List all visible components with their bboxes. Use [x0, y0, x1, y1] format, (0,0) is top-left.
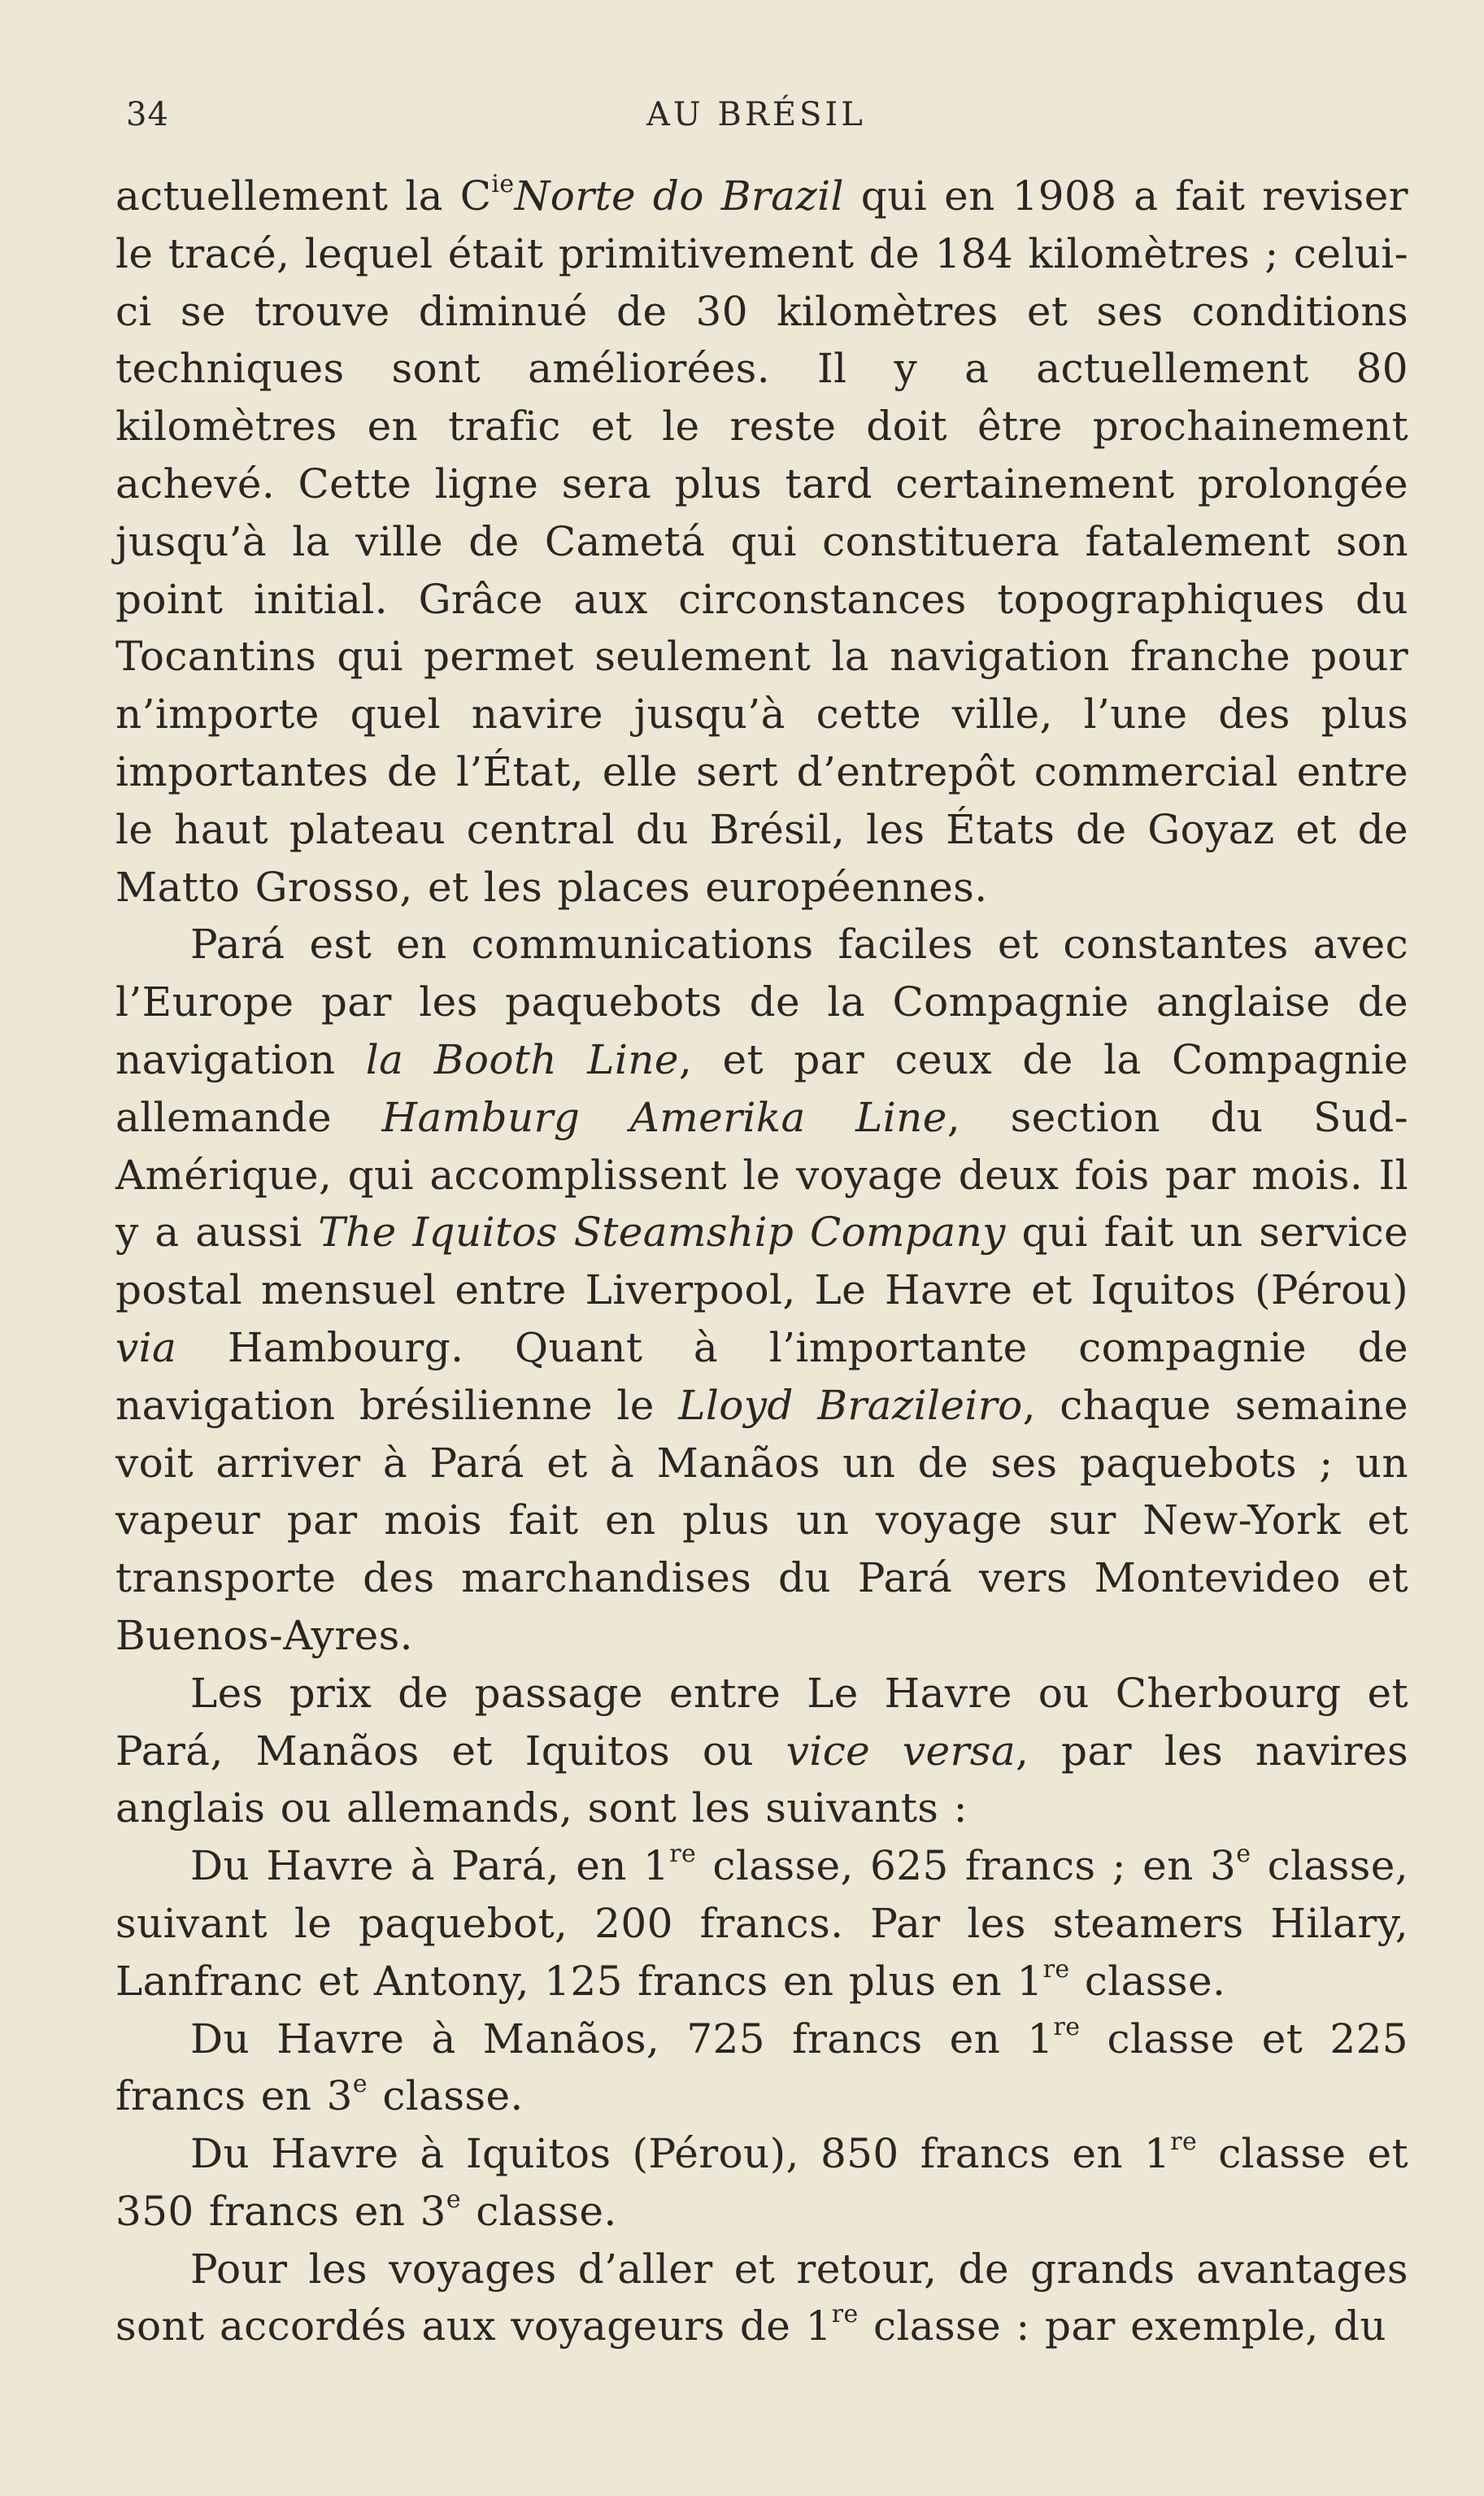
italic-text: vice versa [786, 1727, 1016, 1775]
text-run: , et par ceux de la Compagnie allemande [115, 1035, 1408, 1141]
text-run: Du Havre à Manãos, 725 francs en 1 [190, 2015, 1054, 2063]
text-run: qui en 1908 a fait reviser le tracé, lequel était primitivement de 184 kilomètres ; celui-ci se trouve diminué de 30 kilomètres et ses conditions techniques sont améliorées. Il y a actuellement 80 kilomètres en trafic et le reste doit être prochainement achevé. Cette ligne sera plus tard certainement prolongée jusqu’à la ville de Cametá qui constituera fatalement son point initial. Grâce aux circonstances topographiques du Tocantins qui permet seulement la navigation franche pour n’importe quel navire jusqu’à cette ville, l’une des plus importantes de l’État, elle sert d’entrepôt commercial entre le haut plateau central du Brésil, les États de Goyaz et de Matto Grosso, et les places européennes. [115, 172, 1408, 911]
paragraph-havre-manaos [115, 2010, 1408, 2126]
text-run: actuellement la C [115, 172, 492, 220]
superscript: re [831, 2300, 859, 2329]
text-run: Les prix de passage entre Le Havre ou Cherbourg et Pará, Manãos et Iquitos ou [115, 1669, 1408, 1775]
italic-text: via [115, 1323, 177, 1371]
text-run: classe. [460, 2187, 617, 2235]
superscript: re [1170, 2128, 1198, 2157]
superscript: e [1236, 1840, 1251, 1869]
text-run: Pará est en communications faciles et constantes avec l’Europe par les paquebots de la Compagnie anglaise de navigation [115, 921, 1408, 1083]
running-head [126, 96, 1395, 137]
text-run: Pour les voyages d’aller et retour, de grands avantages sont accordés aux voyageurs de 1 [115, 2245, 1408, 2350]
text-run: classe. [368, 2072, 524, 2120]
italic-text: la Booth Line [365, 1035, 679, 1083]
paragraph-norte-do-brazil [115, 168, 1408, 916]
text-run: classe, 625 francs ; en 3 [696, 1842, 1237, 1890]
paragraph-havre-iquitos [115, 2125, 1408, 2241]
text-run: classe et 350 francs en 3 [115, 2130, 1408, 2235]
superscript: re [669, 1840, 697, 1869]
paragraph-communications [115, 916, 1408, 1664]
text-run: classe, suivant le paquebot, 200 francs. Par les steamers Hilary, Lanfranc et Antony, 125 francs en plus en 1 [115, 1842, 1408, 2005]
superscript: re [1053, 2012, 1081, 2041]
superscript: re [1042, 1954, 1070, 1984]
superscript: ie [491, 170, 515, 198]
italic-text: Lloyd Brazileiro [678, 1381, 1023, 1429]
superscript: e [352, 2070, 368, 2099]
superscript: e [446, 2185, 461, 2214]
running-title: AU BRÉSIL [646, 96, 866, 133]
italic-text: The Iquitos Steamship Company [318, 1209, 1006, 1257]
text-run: Du Havre à Pará, en 1 [190, 1842, 670, 1890]
page-number: 34 [126, 96, 169, 133]
text-run: , chaque semaine voit arriver à Pará et à Manãos un de ses paquebots ; un vapeur par mois fait en plus un voyage sur New-York et transporte des marchandises du Pará vers Montevideo et Buenos-Ayres. [115, 1381, 1408, 1659]
text-run: classe et 225 francs en 3 [115, 2015, 1408, 2120]
text-run: classe : par exemple, du [858, 2302, 1386, 2350]
text-run: , par les navires anglais ou allemands, sont les suivants : [115, 1727, 1409, 1832]
italic-text: Hamburg Amerika Line [381, 1093, 947, 1141]
text-run: qui fait un service postal mensuel entre Liverpool, Le Havre et Iquitos (Pérou) [115, 1209, 1409, 1314]
body-text [115, 168, 1408, 2355]
italic-text: Norte do Brazil [514, 172, 844, 220]
text-run: Hambourg. Quant à l’importante compagnie de navigation brésilienne le [115, 1323, 1408, 1429]
text-run: , section du Sud-Amérique, qui accomplissent le voyage deux fois par mois. Il y a aussi [115, 1093, 1409, 1257]
text-run: classe. [1069, 1957, 1226, 2005]
paragraph-havre-para [115, 1837, 1408, 2010]
text-run: Du Havre à Iquitos (Pérou), 850 francs en 1 [190, 2130, 1171, 2178]
paragraph-prix-passage [115, 1665, 1408, 1837]
paragraph-aller-retour [115, 2241, 1408, 2356]
